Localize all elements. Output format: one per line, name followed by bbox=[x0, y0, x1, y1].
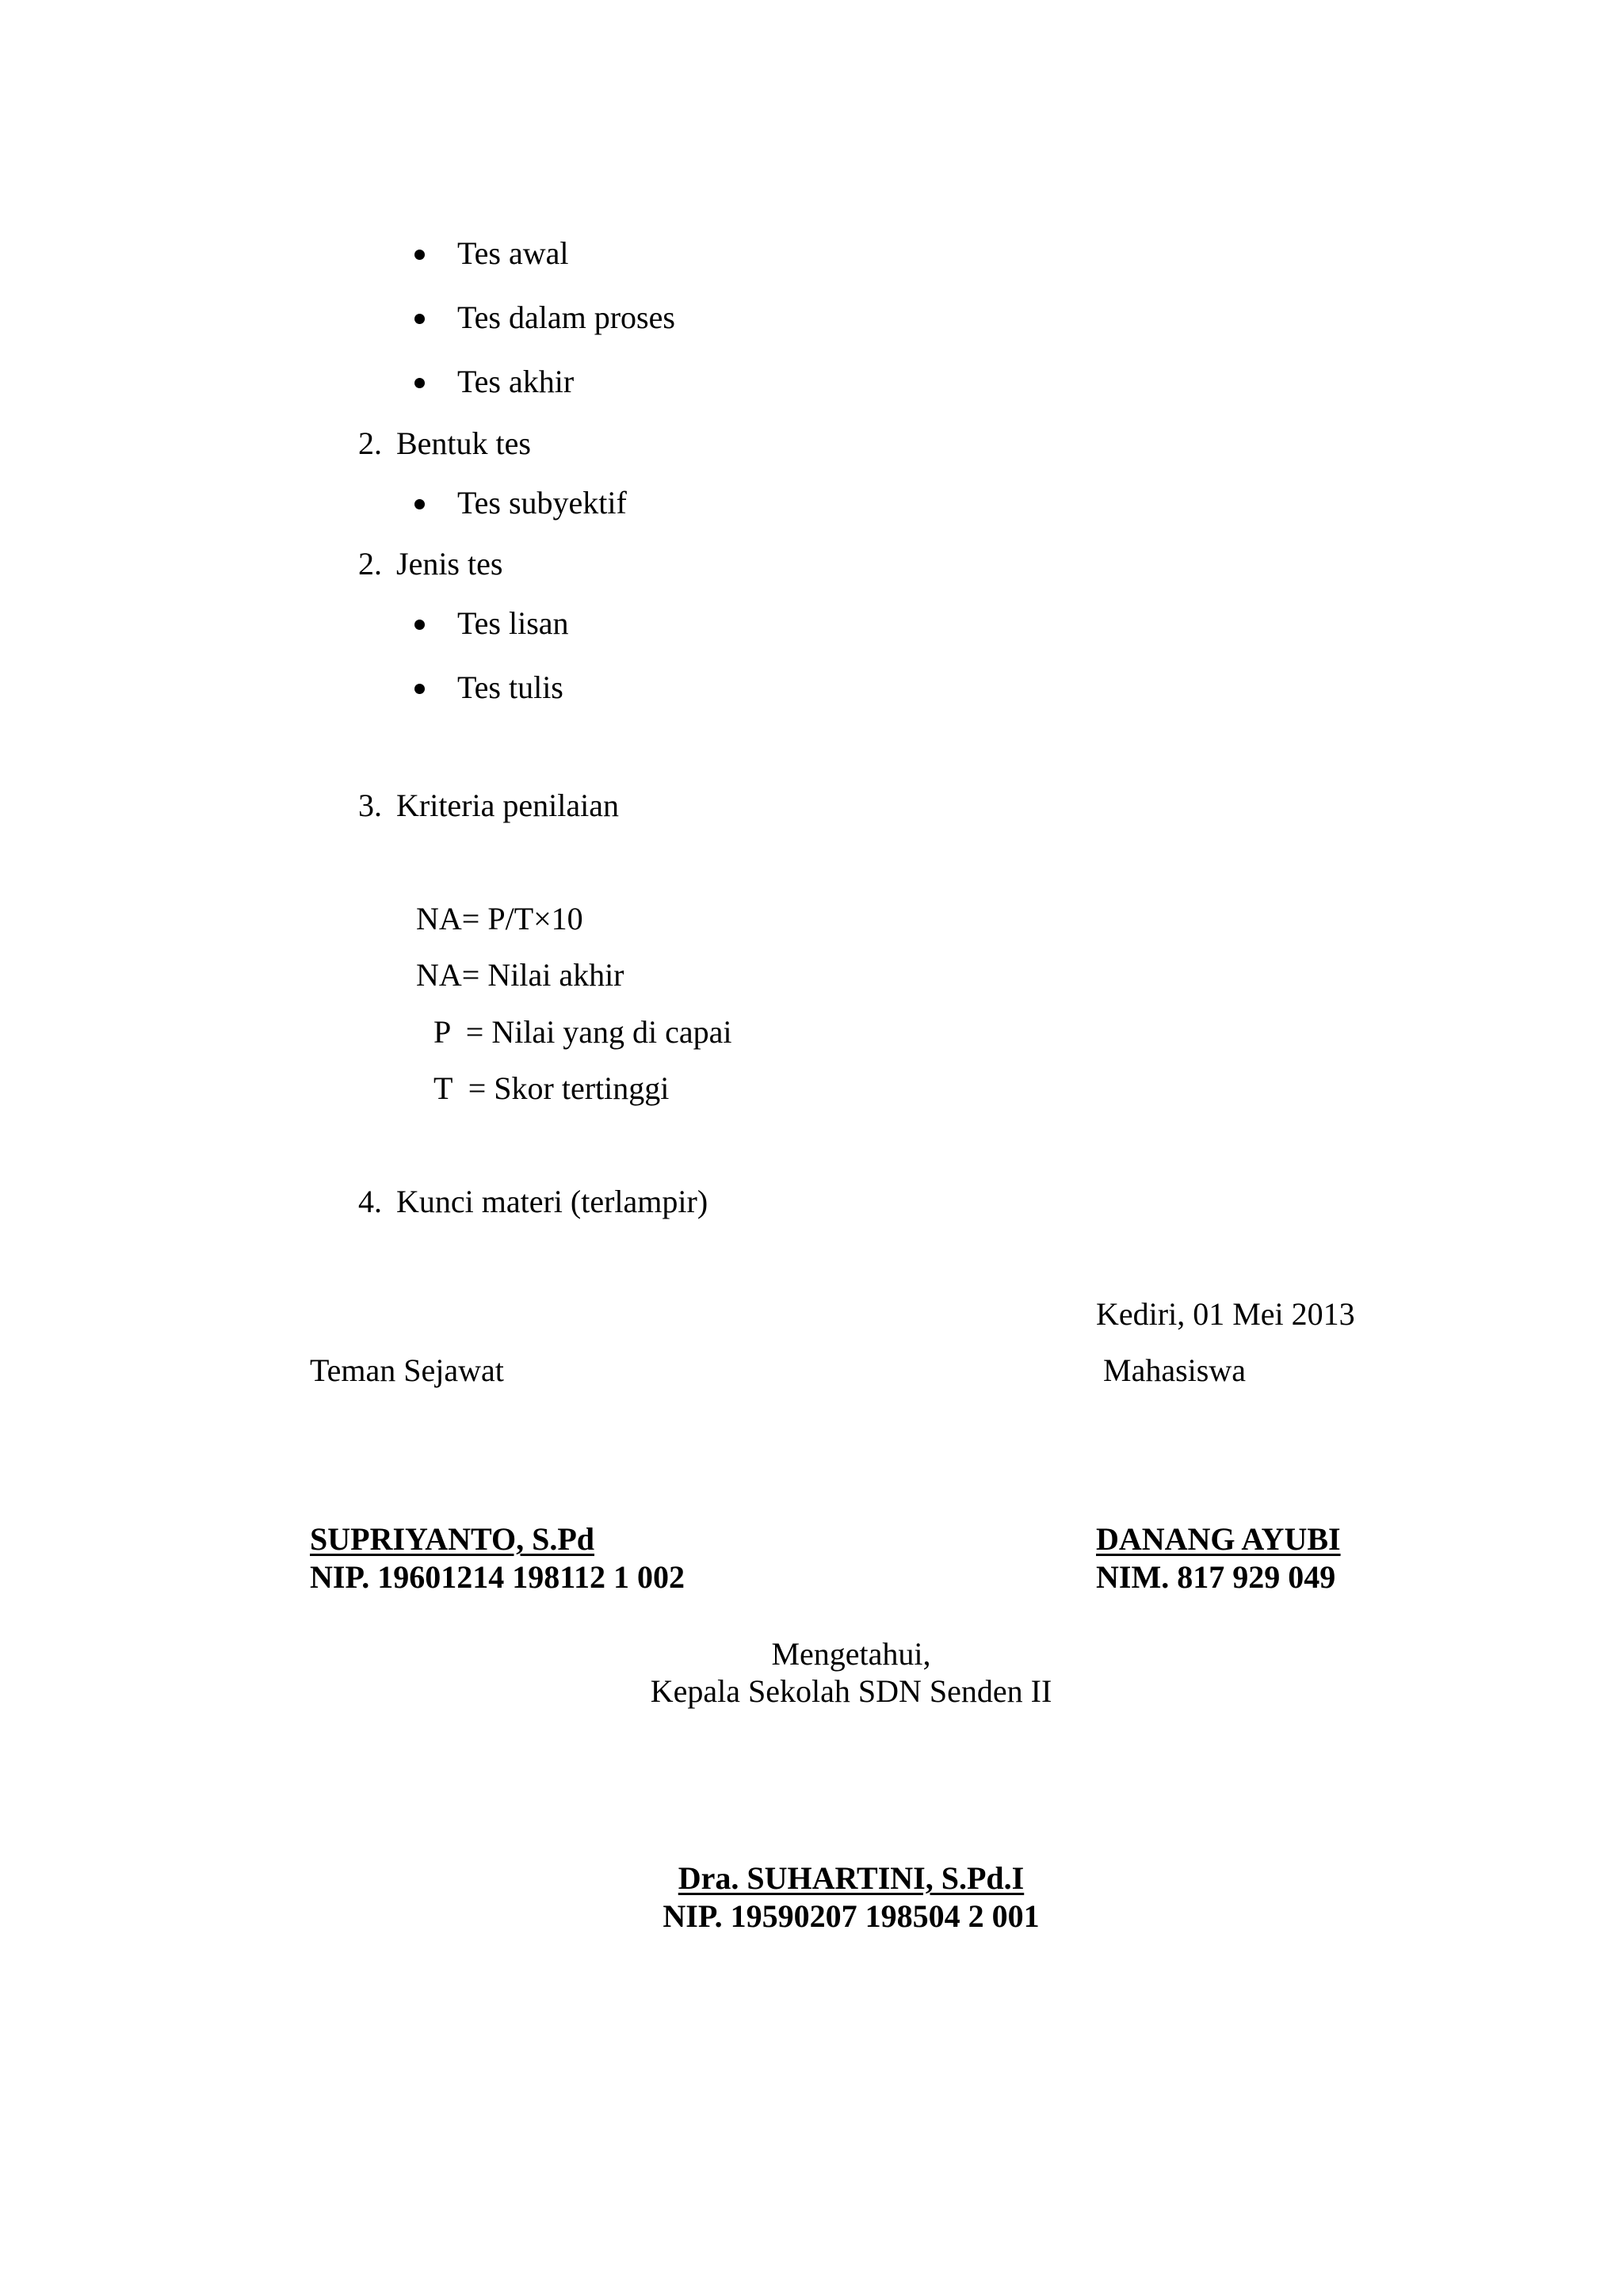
type-item: Tes lisan bbox=[457, 605, 569, 641]
head-role: Kepala Sekolah SDN Senden II bbox=[650, 1673, 1052, 1709]
right-signer-role: Mahasiswa bbox=[1103, 1352, 1246, 1388]
formula-line: NA= P/T×10 bbox=[416, 901, 583, 936]
bullet-icon bbox=[414, 378, 425, 388]
head-id: NIP. 19590207 198504 2 001 bbox=[663, 1898, 1040, 1934]
place-date: Kediri, 01 Mei 2013 bbox=[1096, 1296, 1355, 1332]
bullet-icon bbox=[414, 499, 425, 509]
section-heading-criteria: Kriteria penilaian bbox=[396, 788, 619, 823]
acknowledge-label: Mengetahui, bbox=[771, 1636, 931, 1672]
bullet-icon bbox=[414, 314, 425, 324]
procedure-item: Tes dalam proses bbox=[457, 299, 675, 335]
section-heading-key: Kunci materi (terlampir) bbox=[396, 1184, 708, 1219]
form-item: Tes subyektif bbox=[457, 485, 627, 521]
procedure-item: Tes akhir bbox=[457, 364, 575, 399]
right-signer-id: NIM. 817 929 049 bbox=[1096, 1559, 1336, 1595]
procedure-item: Tes awal bbox=[457, 235, 569, 271]
section-heading-type: Jenis tes bbox=[396, 546, 503, 582]
formula-line: T = Skor tertinggi bbox=[433, 1070, 670, 1106]
left-signer-name: SUPRIYANTO, S.Pd bbox=[310, 1521, 595, 1557]
bullet-icon bbox=[414, 250, 425, 260]
section-number: 2. bbox=[358, 425, 382, 461]
section-number: 3. bbox=[358, 788, 382, 823]
head-name: Dra. SUHARTINI, S.Pd.I bbox=[678, 1860, 1025, 1896]
formula-line: NA= Nilai akhir bbox=[416, 957, 624, 993]
section-number: 4. bbox=[358, 1184, 382, 1219]
formula-line: P = Nilai yang di capai bbox=[433, 1014, 732, 1050]
bullet-icon bbox=[414, 684, 425, 694]
left-signer-role: Teman Sejawat bbox=[310, 1352, 504, 1388]
type-item: Tes tulis bbox=[457, 669, 563, 705]
bullet-icon bbox=[414, 620, 425, 630]
section-number: 2. bbox=[358, 546, 382, 582]
left-signer-id: NIP. 19601214 198112 1 002 bbox=[310, 1559, 685, 1595]
section-heading-form: Bentuk tes bbox=[396, 425, 531, 461]
right-signer-name: DANANG AYUBI bbox=[1096, 1521, 1341, 1557]
